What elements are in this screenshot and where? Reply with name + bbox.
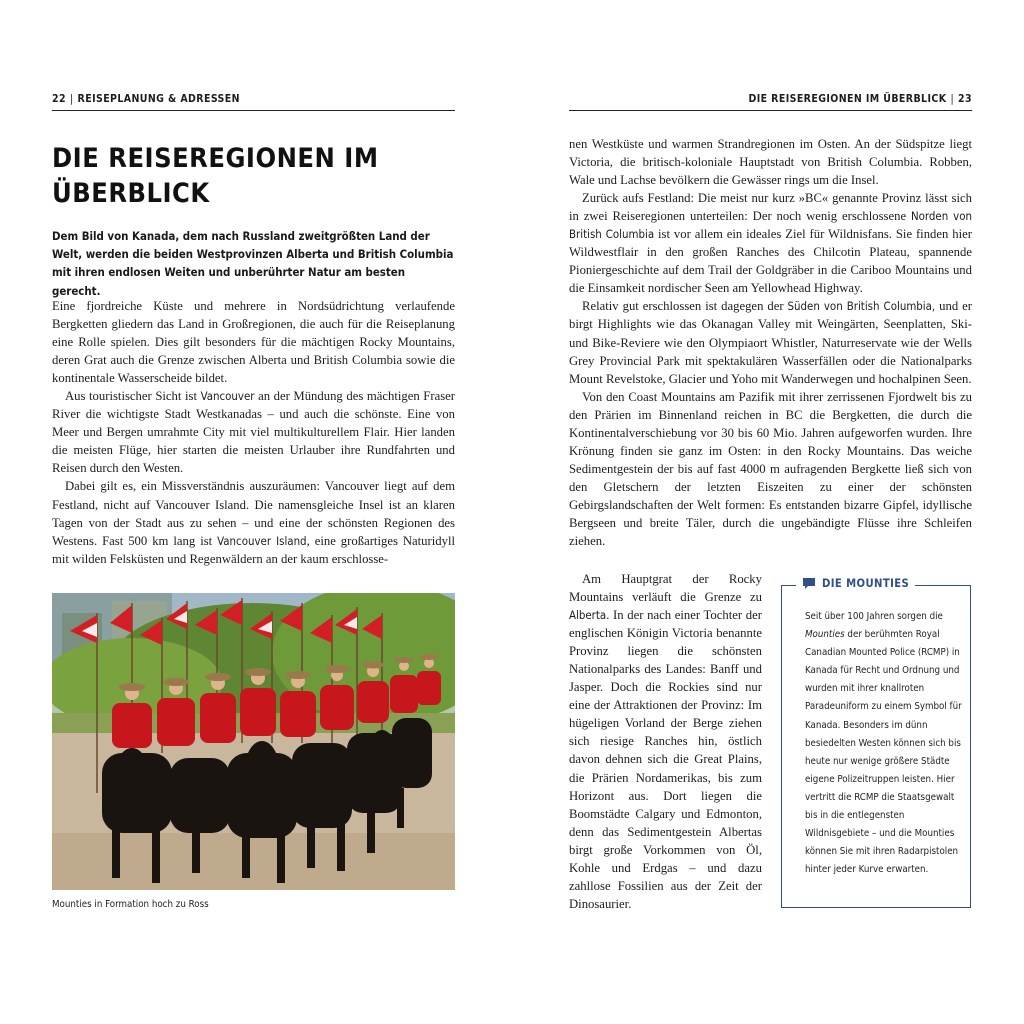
keyword: Vancouver	[200, 389, 255, 404]
keyword: Norden von British Columbia	[569, 209, 972, 242]
paragraph: Aus touristischer Sicht ist Vancouver an der Mündung des mächtigen Fraser River die wichtigste Stadt Westkanadas – und auch die schönste. Eine von Meer und Bergen umrahmte City mit viel multikulturellem Flair. Hier landen die meisten Flüge, hier starten die meisten Urlauber ihre Rundfahrten und Reisen durch den Westen.	[52, 389, 456, 476]
paragraph: Eine fjordreiche Küste und mehrere in Nordsüdrichtung verlaufende Bergketten gliedern das Land in Großregionen, die auch für die Reiseplanung eine Rolle spielen. Dies gilt besonders für die mächtigen Rocky Mountains, deren Grat auch die Grenze zwischen Alberta und British Columbia sowie die kontinentale Wasserscheide bildet.	[52, 299, 455, 386]
mounties-illustration	[52, 593, 455, 890]
lead-paragraph: Dem Bild von Kanada, dem nach Russland zweitgrößten Land der Welt, werden die beiden Westprovinzen Alberta und British Columbia mit ihren endlosen Weiten und unberührter Natur am besten gerecht.	[52, 229, 454, 298]
keyword: Süden von British Columbia,	[787, 299, 936, 314]
paragraph: Relativ gut erschlossen ist dagegen der Süden von British Columbia, und er birgt Highlights wie das Okanagan Valley mit Weingärten, Seenplatten, Ski- und Bike-Reviere wie den Olympiaort Whistler, Naturreservate wie der Wells Grey Provincial Park mit spektakulären Wasserfällen oder die Nationalparks Mount Revelstoke, Glacier und Yoho mit Wanderwegen und hochalpinen Seen.	[569, 299, 972, 386]
left-page	[52, 0, 455, 1024]
page-number: 23	[958, 93, 972, 105]
body-text-left	[52, 297, 455, 568]
running-head-left	[52, 93, 455, 111]
keyword: Vancouver Island	[217, 533, 307, 548]
info-box-title: DIE MOUNTIES	[822, 577, 910, 590]
body-text-right	[569, 135, 972, 550]
mounties-info-box	[781, 577, 971, 908]
body-text-right-column	[569, 570, 762, 913]
speech-bubble-icon	[802, 577, 816, 590]
info-box-text: Seit über 100 Jahren sorgen die Mounties der berühmten Royal Canadian Mounted Police (RCMP) in Kanada für Recht und Ordnung und wurden mit ihrer knallroten Paradeuniform zu einem Symbol für Kanada. Besonders im dünn besiedelten Westen können sich bis heute nur wenige größere Städte eigene Polizeitruppen leisten. Hier vertritt die RCMP die Staatsgewalt bis in die entlegensten Wildnisgebiete – und die Mounties können Sie mit ihren Radarpistolen hinter jeder Kurve erwarten.	[805, 611, 962, 876]
photo-caption: Mounties in Formation hoch zu Ross	[52, 899, 209, 910]
paragraph: Zurück aufs Festland: Die meist nur kurz »BC« genannte Provinz lässt sich in zwei Reiseregionen unterteilen: Der noch wenig erschlossene Norden von British Columbia ist vor allem ein ideales Ziel für Wildnisfans. Sie finden hier Wildwestflair in den großen Ranches des Chilcotin Plateau, spannende Pioniergeschichte auf dem Trail der Goldgräber in die Cariboo Mountains und die Einsamkeit nordischer Seen am Yellowhead Highway.	[569, 191, 972, 296]
paragraph: Von den Coast Mountains am Pazifik mit ihrer zerrissenen Fjordwelt bis zu den Prärien im Binnenland reichen in BC die Bergketten, die durch die Kontinentalverschiebung vor 30 bis 60 Mio. Jahren aufgeworfen wurden. Ihre Krönung finden sie ganz im Osten: in den Rocky Mountains. Das weiche Sedimentgestein der bis auf fast 4000 m aufragenden Bergkette ließ sich von den Gletschern der letzten Eiszeiten zu einer der schönsten Gebirgslandschaften der Welt formen: Es entstanden bizarre Gipfel, idyllische Bergseen und breite Täler, durch die ungebändigte Flüsse ihre Schleifen ziehen.	[569, 389, 972, 549]
section-title: REISEPLANUNG & ADRESSEN	[77, 93, 240, 105]
info-box-header	[796, 577, 915, 590]
paragraph: Dabei gilt es, ein Missverständnis auszuräumen: Vancouver liegt auf dem Festland, nicht auf Vancouver Island. Die namensgleiche Insel ist an klaren Tagen von der Stadt aus zu sehen – und eine der schönsten Regionen des Westens. Fast 500 km lang ist Vancouver Island, eine großartiges Naturidyll mit wilden Felsküsten und Regenwäldern an der kaum erschlosse-	[52, 479, 455, 566]
chapter-title: DIE REISEREGIONEN IM ÜBERBLICK	[52, 143, 379, 209]
keyword: Alberta	[569, 608, 607, 623]
right-page	[569, 0, 972, 1024]
paragraph: nen Westküste und warmen Strandregionen im Osten. An der Südspitze liegt Victoria, die britisch-koloniale Hauptstadt von British Columbia. Robben, Wale und Lachse bevölkern die Gewässer rings um die Insel.	[569, 137, 972, 188]
mounties-photo	[52, 593, 455, 890]
running-head-right	[569, 93, 972, 111]
separator: |	[950, 93, 955, 105]
page-number: 22	[52, 93, 66, 105]
section-title: DIE REISEREGIONEN IM ÜBERBLICK	[748, 93, 947, 105]
paragraph: Am Hauptgrat der Rocky Mountains verläuft die Grenze zu Alberta. In der nach einer Tochter der englischen Königin Victoria benannte Provinz liegen die schönsten Nationalparks des Landes: Banff und Jasper. Doch die Rockies sind nur eine der Attraktionen der Provinz: Im hügeligen Vorland der Berge ziehen sich riesige Ranches hin, östlich davon dehnen sich die Great Plains, die Prärien Nordamerikas, bis zum Horizont aus. Dort liegen die Boomstädte Calgary und Edmonton, denn das Sedimentgestein Albertas birgt große Vorkommen von Öl, Kohle und Erdgas – und dazu zahllose Fossilien aus der Zeit der Dinosaurier.	[569, 572, 762, 911]
separator: |	[69, 93, 74, 105]
